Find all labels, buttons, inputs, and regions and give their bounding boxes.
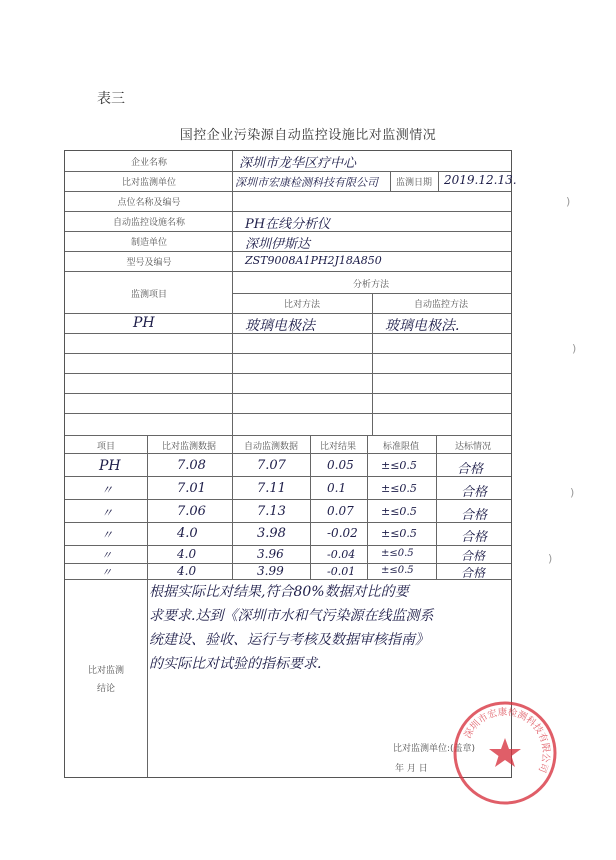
compliance-status: 合格	[461, 485, 488, 500]
sign-label: 比对监测单位:(盖章)	[393, 744, 476, 754]
grid-line	[147, 579, 148, 777]
sign-date: 年 月 日	[395, 764, 428, 774]
unit-value: 深圳市宏康检测科技有限公司	[235, 176, 378, 189]
standard-limit: ±≤0.5	[381, 459, 417, 472]
seal-star-icon	[489, 738, 521, 767]
maker-label: 制造单位	[130, 238, 168, 248]
official-seal	[452, 700, 558, 806]
result-header: 标准限值	[382, 442, 420, 452]
compare-value: 7.01	[177, 481, 206, 496]
grid-line	[65, 353, 511, 354]
scan-mark: )	[548, 552, 553, 565]
auto-value: 7.13	[257, 504, 286, 519]
grid-line	[65, 191, 511, 192]
page-label: 表三	[97, 91, 125, 107]
grid-line	[65, 393, 511, 394]
result-item: 〃	[101, 506, 114, 520]
point-label: 点位名称及编号	[117, 198, 181, 208]
compliance-status: 合格	[461, 530, 488, 545]
result-item: 〃	[101, 566, 112, 579]
auto-value: 7.11	[257, 481, 286, 496]
enterprise-label: 企业名称	[130, 158, 168, 168]
grid-line	[65, 435, 511, 436]
grid-line	[438, 171, 439, 191]
grid-line	[65, 563, 511, 564]
conclusion-line: 统建设、验收、运行与考核及数据审核指南》	[149, 632, 429, 648]
grid-line	[147, 435, 148, 579]
compliance-status: 合格	[461, 566, 486, 580]
facility-label: 自动监控设施名称	[112, 218, 186, 228]
compare-value: 7.08	[177, 458, 206, 473]
conclusion-label: 比对监测	[87, 666, 125, 676]
result-item: 〃	[101, 528, 114, 542]
auto-method-label: 自动监控方法	[413, 300, 469, 310]
conclusion-line: 根据实际比对结果,符合80%数据对比的要	[149, 584, 409, 600]
compare-value: 4.0	[177, 564, 197, 578]
comparison-form	[64, 150, 517, 778]
compare-result: 0.05	[327, 458, 354, 472]
date-label: 监测日期	[395, 178, 433, 188]
conclusion-line: 求要求.达到《深圳市水和气污染源在线监测系	[149, 608, 434, 624]
grid-line	[65, 373, 511, 374]
grid-line	[65, 522, 511, 523]
compare-result: 0.1	[327, 481, 347, 495]
compare-value: 4.0	[177, 547, 197, 561]
date-value: 2019.12.13.	[444, 173, 517, 187]
grid-line	[232, 435, 233, 579]
grid-line	[65, 499, 511, 500]
result-item: 〃	[101, 549, 112, 562]
standard-limit: ±≤0.5	[381, 565, 414, 576]
method-item: PH	[133, 315, 155, 331]
grid-line	[65, 476, 511, 477]
item-label: 监测项目	[130, 290, 168, 300]
compare-result: 0.07	[327, 504, 354, 518]
compare-value: 7.06	[177, 504, 206, 519]
grid-line	[390, 171, 391, 191]
grid-line	[65, 453, 511, 454]
compliance-status: 合格	[461, 549, 486, 563]
auto-method-value: 玻璃电极法.	[385, 318, 460, 334]
result-item: PH	[99, 458, 121, 474]
scan-mark: )	[572, 342, 577, 355]
model-label: 型号及编号	[126, 258, 172, 268]
auto-value: 3.98	[257, 526, 286, 541]
document-title: 国控企业污染源自动监控设施比对监测情况	[179, 128, 437, 143]
grid-line	[310, 435, 311, 579]
grid-line	[367, 435, 368, 579]
standard-limit: ±≤0.5	[381, 505, 417, 518]
grid-line	[372, 293, 373, 435]
unit-label: 比对监测单位	[121, 178, 177, 188]
grid-line	[232, 151, 233, 453]
grid-line	[65, 211, 511, 212]
grid-line	[65, 413, 511, 414]
method-group-label: 分析方法	[352, 280, 390, 290]
grid-line	[65, 313, 511, 314]
maker-value: 深圳伊斯达	[245, 237, 311, 252]
facility-value: PH在线分析仪	[245, 217, 331, 232]
scan-mark: )	[570, 486, 575, 499]
compare-method-value: 玻璃电极法	[245, 318, 315, 334]
auto-value: 3.99	[257, 564, 284, 578]
grid-line	[65, 545, 511, 546]
seal-text: 深圳市宏康检测科技有限公司	[462, 706, 552, 775]
compliance-status: 合格	[461, 508, 488, 523]
result-header: 达标情况	[454, 442, 492, 452]
conclusion-line: 的实际比对试验的指标要求.	[149, 656, 322, 672]
standard-limit: ±≤0.5	[381, 482, 417, 495]
grid-line	[65, 271, 511, 272]
result-header: 自动监测数据	[243, 442, 299, 452]
auto-value: 7.07	[257, 458, 286, 473]
compare-method-label: 比对方法	[283, 300, 321, 310]
conclusion-label: 结论	[96, 684, 116, 694]
result-item: 〃	[101, 483, 114, 497]
scan-mark: )	[566, 195, 571, 208]
compare-result: -0.04	[327, 548, 356, 561]
standard-limit: ±≤0.5	[381, 527, 417, 540]
grid-line	[65, 579, 511, 580]
compare-value: 4.0	[177, 526, 198, 541]
compare-result: -0.01	[327, 565, 356, 578]
auto-value: 3.96	[257, 547, 284, 561]
compliance-status: 合格	[457, 462, 484, 477]
compare-result: -0.02	[327, 526, 358, 540]
result-header: 项目	[96, 442, 116, 452]
grid-line	[436, 435, 437, 579]
model-value: ZST9008A1PH2J18A850	[245, 254, 382, 267]
result-header: 比对结果	[319, 442, 357, 452]
result-header: 比对监测数据	[161, 442, 217, 452]
standard-limit: ±≤0.5	[381, 548, 414, 559]
grid-line	[65, 171, 511, 172]
enterprise-value: 深圳市龙华区疗中心	[239, 156, 357, 171]
